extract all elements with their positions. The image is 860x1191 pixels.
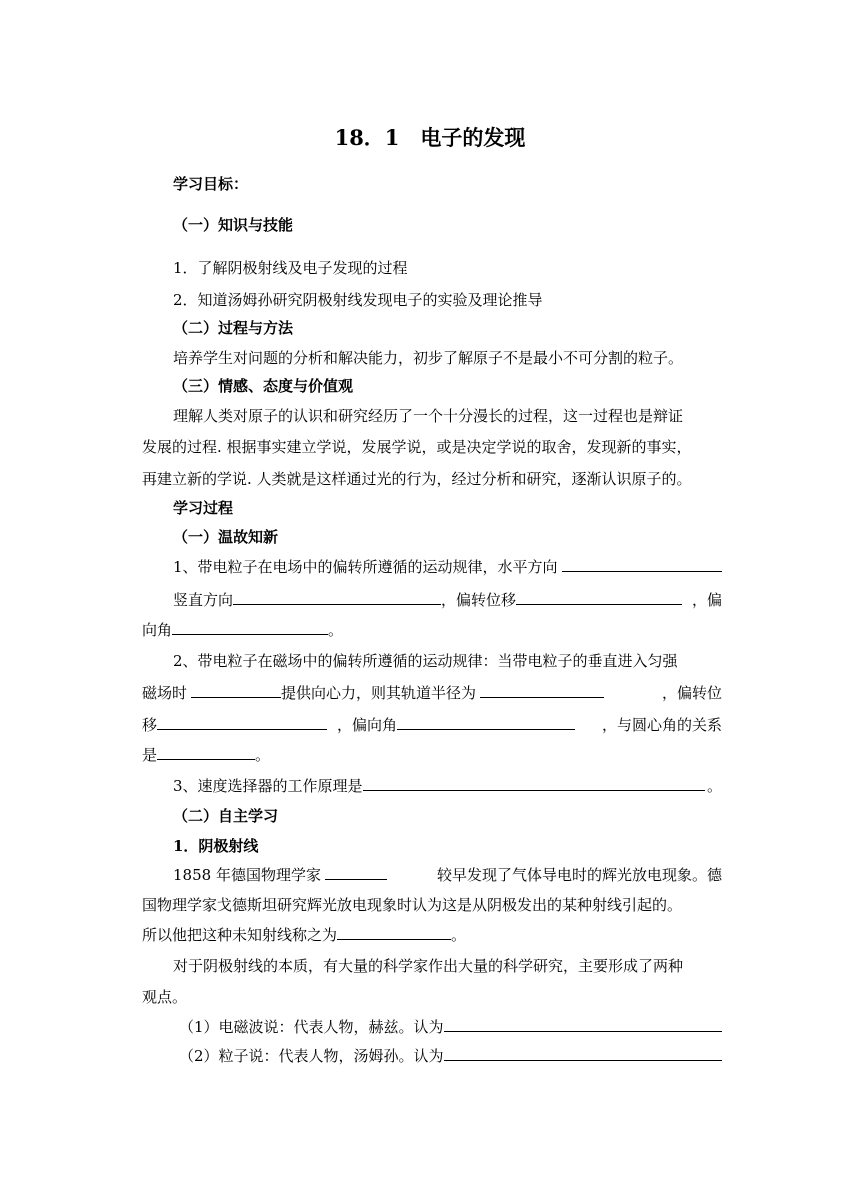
question-3-text-a: 3、速度选择器的工作原理是 <box>173 777 363 795</box>
answer-blank[interactable] <box>157 745 255 760</box>
view-1-line <box>179 1017 722 1037</box>
review-heading: （一）温故知新 <box>173 528 279 546</box>
cathode-ray-heading: 1．阴极射线 <box>173 837 259 855</box>
question-2-line-2 <box>142 683 722 703</box>
question-3-text-b: 。 <box>706 777 722 795</box>
attitude-values-heading: （三）情感、态度与价值观 <box>173 377 354 395</box>
attitude-text-line-1: 理解人类对原子的认识和研究经历了一个十分漫长的过程，这一过程也是辩证 <box>173 407 684 425</box>
objective-item-1: 1．了解阴极射线及电子发现的过程 <box>173 259 408 277</box>
question-2-line-3 <box>142 715 722 735</box>
question-2-text-c: 提供向心力，则其轨道半径为 <box>281 684 477 702</box>
question-2-text-b: 磁场时 <box>142 684 188 702</box>
nature-line-1: 对于阴极射线的本质，有大量的科学家作出大量的科学研究，主要形成了两种 <box>173 957 684 975</box>
answer-blank[interactable] <box>191 683 281 698</box>
question-1-text-b: 竖直方向 <box>173 591 234 609</box>
answer-blank[interactable] <box>516 590 682 605</box>
answer-blank[interactable] <box>480 683 604 698</box>
cathode-line-2: 国物理学家戈德斯坦研究辉光放电现象时认为这是从阴极发出的某种射线引起的。 <box>142 896 683 914</box>
question-1-line-3 <box>142 620 722 640</box>
answer-blank[interactable] <box>363 776 705 791</box>
cathode-text-e: 。 <box>451 926 467 944</box>
cathode-line-1 <box>173 865 722 885</box>
question-2-line-4 <box>142 745 722 765</box>
question-2-text-d: ，偏转位 <box>661 684 722 702</box>
answer-blank[interactable] <box>562 557 722 572</box>
answer-blank[interactable] <box>444 1017 722 1032</box>
question-2-text-f: ，偏向角 <box>337 716 398 734</box>
question-1-text-c: ，偏转位移 <box>441 591 517 609</box>
question-1-text-f: 。 <box>328 621 344 639</box>
view-2-text: （2）粒子说：代表人物，汤姆孙。认为 <box>179 1047 444 1065</box>
question-2-text-i: 。 <box>255 746 271 764</box>
page-title: 18．1 电子的发现 <box>334 125 526 150</box>
nature-line-2: 观点。 <box>142 988 188 1006</box>
question-3-line <box>173 776 722 796</box>
attitude-text-line-2: 发展的过程. 根据事实建立学说，发展学说，或是决定学说的取舍，发现新的事实， <box>142 438 692 456</box>
cathode-text-b: 较早发现了气体导电时的辉光放电现象。德 <box>436 866 722 884</box>
view-1-text: （1）电磁波说：代表人物，赫兹。认为 <box>179 1018 444 1036</box>
cathode-text-d: 所以他把这种未知射线称之为 <box>142 926 338 944</box>
answer-blank[interactable] <box>157 715 327 730</box>
process-method-text: 培养学生对问题的分析和解决能力，初步了解原子不是最小不可分割的粒子。 <box>173 349 684 367</box>
answer-blank[interactable] <box>172 620 328 635</box>
learning-process-heading: 学习过程 <box>173 499 234 517</box>
question-2-text-g: ，与圆心角的关系 <box>601 716 722 734</box>
question-1-line-1 <box>173 557 722 577</box>
cathode-text-a: 1858 年德国物理学家 <box>173 866 321 884</box>
answer-blank[interactable] <box>337 925 451 940</box>
answer-blank[interactable] <box>233 590 441 605</box>
question-1-text-a: 1、带电粒子在电场中的偏转所遵循的运动规律，水平方向 <box>173 558 558 576</box>
answer-blank[interactable] <box>325 865 387 880</box>
objective-item-2: 2．知道汤姆孙研究阴极射线发现电子的实验及理论推导 <box>173 291 543 309</box>
question-2-text-h: 是 <box>142 746 158 764</box>
objectives-heading: 学习目标： <box>173 175 249 193</box>
cathode-line-3 <box>142 925 722 945</box>
self-study-heading: （二）自主学习 <box>173 807 279 825</box>
answer-blank[interactable] <box>444 1046 722 1061</box>
answer-blank[interactable] <box>397 715 575 730</box>
question-2-line-1: 2、带电粒子在磁场中的偏转所遵循的运动规律：当带电粒子的垂直进入匀强 <box>173 652 678 670</box>
question-2-text-e: 移 <box>142 716 158 734</box>
view-2-line <box>179 1046 722 1066</box>
question-1-text-d: ，偏 <box>691 591 722 609</box>
question-1-line-2 <box>173 590 722 610</box>
attitude-text-line-3: 再建立新的学说. 人类就是这样通过光的行为，经过分析和研究，逐渐认识原子的。 <box>142 470 692 488</box>
process-method-heading: （二）过程与方法 <box>173 319 294 337</box>
knowledge-skills-heading: （一）知识与技能 <box>173 216 294 234</box>
question-1-text-e: 向角 <box>142 621 173 639</box>
